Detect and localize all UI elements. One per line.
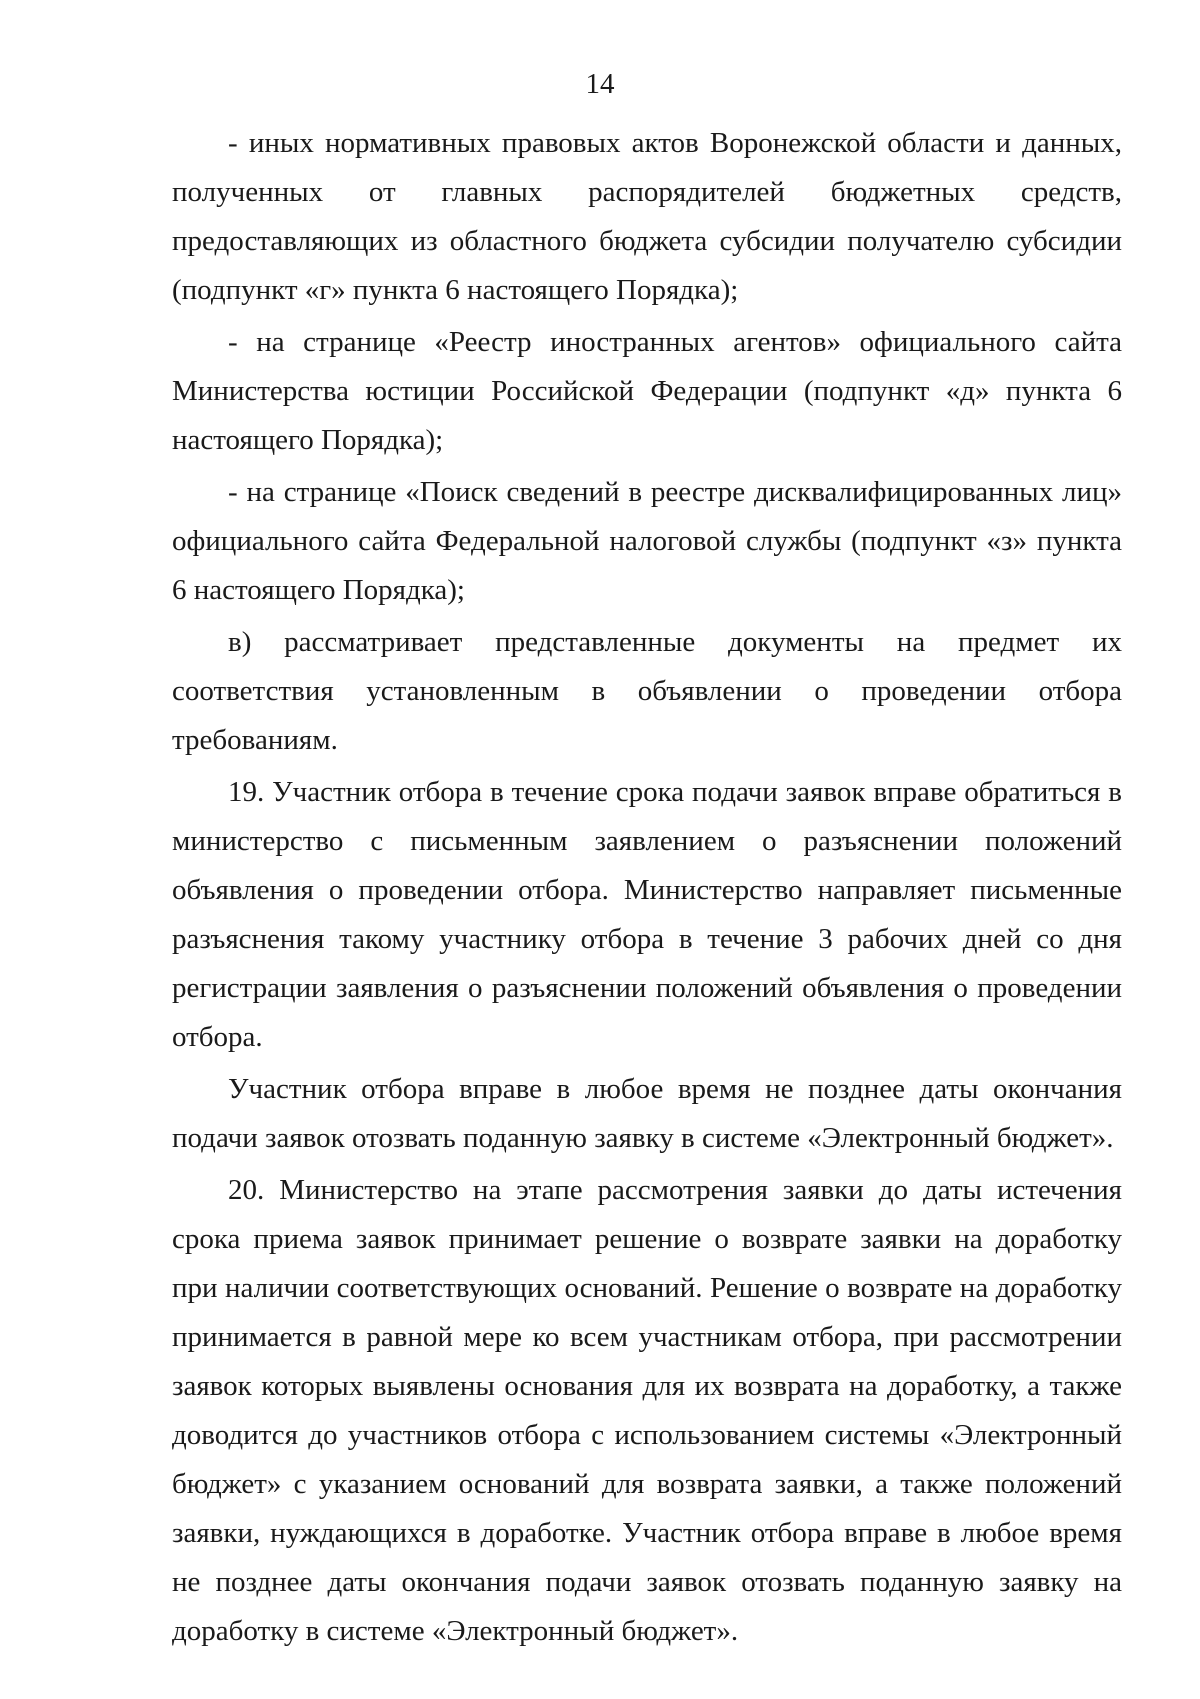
paragraph-foreign-agents-registry: - на странице «Реестр иностранных агентов» официального сайта Министерства юстиции Российской Федерации (подпункт «д» пункта 6 настоящего Порядка); (172, 326, 1122, 456)
paragraph-withdraw-application: Участник отбора вправе в любое время не позднее даты окончания подачи заявок отозвать поданную заявку в системе «Электронный бюджет». (172, 1073, 1122, 1154)
document-body (172, 119, 1122, 1659)
paragraph-other-regional-acts: - иных нормативных правовых актов Воронежской области и данных, полученных от главных распорядителей бюджетных средств, предоставляющих из областного бюджета субсидии получателю субсидии (подпункт «г» пункта 6 настоящего Порядка); (172, 127, 1122, 306)
paragraph-disqualified-persons-registry: - на странице «Поиск сведений в реестре дисквалифицированных лиц» официального сайта Федеральной налоговой службы (подпункт «з» пункта 6 настоящего Порядка); (172, 476, 1122, 606)
paragraph-review-documents: в) рассматривает представленные документы на предмет их соответствия установленным в объявлении о проведении отбора требованиям. (172, 626, 1122, 756)
paragraph-clause-19: 19. Участник отбора в течение срока подачи заявок вправе обратиться в министерство с письменным заявлением о разъяснении положений объявления о проведении отбора. Министерство направляет письменные разъяснения такому участнику отбора в течение 3 рабочих дней со дня регистрации заявления о разъяснении положений объявления о проведении отбора. (172, 776, 1122, 1053)
paragraph-clause-20: 20. Министерство на этапе рассмотрения заявки до даты истечения срока приема заявок принимает решение о возврате заявки на доработку при наличии соответствующих оснований. Решение о возврате на доработку принимается в равной мере ко всем участникам отбора, при рассмотрении заявок которых выявлены основания для их возврата на доработку, а также доводится до участников отбора с использованием системы «Электронный бюджет» с указанием оснований для возврата заявки, а также положений заявки, нуждающихся в доработке. Участник отбора вправе в любое время не позднее даты окончания подачи заявок отозвать поданную заявку на доработку в системе «Электронный бюджет». (172, 1174, 1122, 1647)
page-number: 14 (585, 68, 615, 100)
